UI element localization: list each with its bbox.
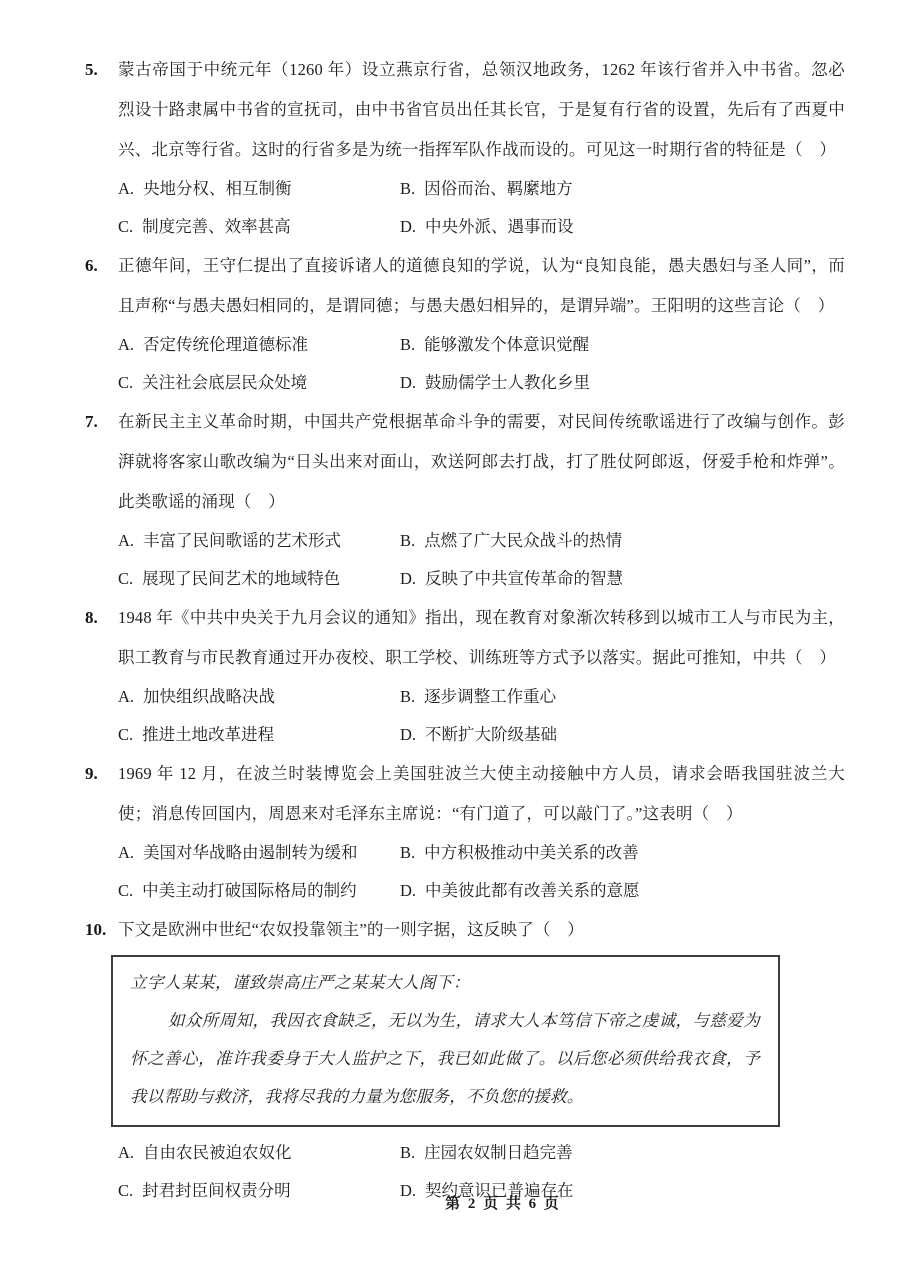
question-8 — [85, 598, 845, 754]
option-b — [400, 170, 845, 208]
option-text: 中美主动打破国际格局的制约 — [142, 881, 357, 900]
option-label: A. — [118, 687, 135, 706]
option-text: 不断扩大阶级基础 — [425, 725, 558, 744]
option-text: 庄园农奴制日趋完善 — [424, 1143, 573, 1162]
option-b — [400, 1134, 845, 1172]
question-stem: 1948 年《中共中央关于九月会议的通知》指出，现在教育对象渐次转移到以城市工人与市民为主，职工教育与市民教育通过开办夜校、职工学校、训练班等方式予以落实。据此可推知，中共（ ） — [118, 608, 845, 667]
option-label: D. — [400, 217, 417, 236]
option-label: C. — [118, 881, 134, 900]
page-footer: 第 2 页 共 6 页 — [445, 1196, 561, 1212]
options-grid — [118, 326, 845, 402]
option-label: B. — [400, 843, 416, 862]
question-7 — [85, 402, 845, 598]
option-label: C. — [118, 217, 134, 236]
option-text: 央地分权、相互制衡 — [143, 179, 292, 198]
option-label: A. — [118, 335, 135, 354]
question-number: 5. — [85, 60, 98, 79]
option-label: C. — [118, 1181, 134, 1200]
option-c — [118, 208, 400, 246]
option-text: 自由农民被迫农奴化 — [143, 1143, 292, 1162]
option-text: 鼓励儒学士人教化乡里 — [425, 373, 591, 392]
box-salutation: 立字人某某，谨致崇高庄严之某某大人阁下： — [130, 973, 470, 992]
question-number: 7. — [85, 412, 98, 431]
option-c — [118, 716, 400, 754]
option-text: 否定传统伦理道德标准 — [143, 335, 309, 354]
options-grid — [118, 678, 845, 754]
document-box — [111, 955, 780, 1127]
question-stem: 蒙古帝国于中统元年（1260 年）设立燕京行省，总领汉地政务，1262 年该行省并入中书省。忽必烈设十路隶属中书省的宣抚司，由中书省官员出任其长官，于是复有行省的设置，先后有了西夏中兴、北京等行省。这时的行省多是为统一指挥军队作战而设的。可见这一时期行省的特征是（ ） — [118, 60, 845, 159]
option-text: 反映了中共宣传革命的智慧 — [425, 569, 624, 588]
option-label: B. — [400, 1143, 416, 1162]
option-label: B. — [400, 335, 416, 354]
option-label: A. — [118, 843, 135, 862]
question-10 — [85, 910, 845, 1210]
question-5 — [85, 50, 845, 246]
option-text: 美国对华战略由遏制转为缓和 — [143, 843, 358, 862]
question-stem: 在新民主主义革命时期，中国共产党根据革命斗争的需要，对民间传统歌谣进行了改编与创作。彭湃就将客家山歌改编为“日头出来对面山，欢送阿郎去打战，打了胜仗阿郎返，伢爱手枪和炸弹”。此类歌谣的涌现（ ） — [118, 412, 845, 511]
option-b — [400, 834, 845, 872]
option-b — [400, 678, 845, 716]
option-label: D. — [400, 725, 417, 744]
option-text: 制度完善、效率甚高 — [142, 217, 291, 236]
option-label: B. — [400, 687, 416, 706]
question-stem: 下文是欧洲中世纪“农奴投靠领主”的一则字据，这反映了（ ） — [118, 920, 584, 939]
options-grid — [118, 834, 845, 910]
option-c — [118, 560, 400, 598]
option-a — [118, 678, 400, 716]
option-label: D. — [400, 569, 417, 588]
options-grid — [118, 170, 845, 246]
option-text: 中方积极推动中美关系的改善 — [424, 843, 639, 862]
question-stem: 1969 年 12 月，在波兰时装博览会上美国驻波兰大使主动接触中方人员，请求会晤我国驻波兰大使；消息传回国内，周恩来对毛泽东主席说：“有门道了，可以敲门了。”这表明（ ） — [118, 764, 845, 823]
option-text: 中央外派、遇事而设 — [425, 217, 574, 236]
option-label: B. — [400, 179, 416, 198]
option-text: 展现了民间艺术的地域特色 — [142, 569, 341, 588]
option-text: 封君封臣间权责分明 — [142, 1181, 291, 1200]
question-number: 10. — [85, 920, 107, 939]
option-text: 逐步调整工作重心 — [424, 687, 557, 706]
option-label: D. — [400, 373, 417, 392]
options-grid — [118, 522, 845, 598]
option-text: 丰富了民间歌谣的艺术形式 — [143, 531, 342, 550]
option-label: D. — [400, 1181, 417, 1200]
option-d — [400, 208, 845, 246]
option-d — [400, 560, 845, 598]
option-text: 中美彼此都有改善关系的意愿 — [425, 881, 640, 900]
option-text: 推进土地改革进程 — [142, 725, 275, 744]
option-a — [118, 1134, 400, 1172]
option-b — [400, 522, 845, 560]
option-d — [400, 872, 845, 910]
option-label: C. — [118, 569, 134, 588]
option-a — [118, 522, 400, 560]
option-a — [118, 834, 400, 872]
option-d — [400, 364, 845, 402]
option-text: 契约意识已普遍存在 — [425, 1181, 574, 1200]
question-number: 9. — [85, 764, 98, 783]
option-a — [118, 170, 400, 208]
option-label: A. — [118, 1143, 135, 1162]
option-label: D. — [400, 881, 417, 900]
option-text: 因俗而治、羁縻地方 — [424, 179, 573, 198]
question-number: 8. — [85, 608, 98, 627]
option-label: B. — [400, 531, 416, 550]
option-label: A. — [118, 531, 135, 550]
box-body: 如众所周知，我因衣食缺乏，无以为生，请求大人本笃信下帝之虔诚，与慈爱为怀之善心，准许我委身于大人监护之下，我已如此做了。以后您必须供给我衣食，予我以帮助与救济，我将尽我的力量为您服务，不负您的援救。 — [130, 1011, 760, 1106]
option-b — [400, 326, 845, 364]
option-c — [118, 872, 400, 910]
question-number: 6. — [85, 256, 98, 275]
question-6 — [85, 246, 845, 402]
option-text: 加快组织战略决战 — [143, 687, 276, 706]
option-c — [118, 364, 400, 402]
option-d — [400, 716, 845, 754]
option-label: C. — [118, 373, 134, 392]
option-text: 关注社会底层民众处境 — [142, 373, 308, 392]
option-text: 点燃了广大民众战斗的热情 — [424, 531, 623, 550]
option-text: 能够激发个体意识觉醒 — [424, 335, 590, 354]
question-9 — [85, 754, 845, 910]
option-label: A. — [118, 179, 135, 198]
option-a — [118, 326, 400, 364]
option-label: C. — [118, 725, 134, 744]
question-stem: 正德年间，王守仁提出了直接诉诸人的道德良知的学说，认为“良知良能，愚夫愚妇与圣人同”，而且声称“与愚夫愚妇相同的，是谓同德；与愚夫愚妇相异的，是谓异端”。王阳明的这些言论（ ） — [118, 256, 845, 315]
